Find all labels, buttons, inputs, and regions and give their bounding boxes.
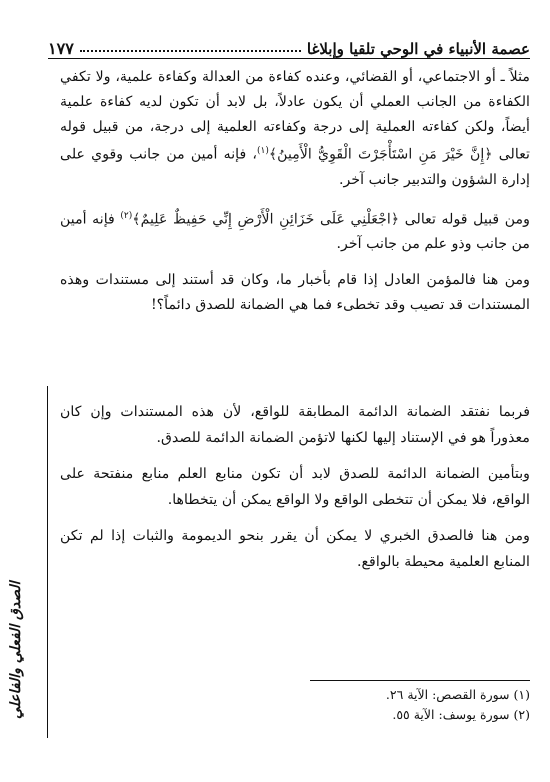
paragraph: [60, 65, 530, 193]
paragraph-text: ومن هنا فالمؤمن العادل إذا قام بأخبار ما، وكان قد أستند إلى مستندات وهذه المستندات قد تصيب وقد تخطىء فما هي الضمانة للصدق دائماً؟!: [60, 272, 530, 313]
paragraph-text: ، فإنه أمين من جانب وقوي على إدارة الشؤون والتدبير جانب آخر.: [60, 147, 530, 188]
paragraph: ومن هنا فالصدق الخبري لا يمكن أن يقرر بنحو الديمومة والثبات إذا لم تكن المنابع العلمية محيطة بالواقع.: [60, 528, 530, 570]
running-header: [48, 32, 530, 59]
paragraph-text: فإنه أمين من جانب وذو علم من جانب آخر.: [60, 211, 530, 253]
paragraph: فربما نفتقد الضمانة الدائمة المطابقة للواقع، لأن هذه المستندات وإن كان معذوراً هو في الإستناد إليها لكنها لاتؤمن الضمانة الدائمة للصدق.: [60, 404, 530, 446]
paragraph: [60, 204, 530, 257]
paragraph: [60, 268, 530, 318]
paragraph-text: مثلاً ـ أو الاجتماعي، أو القضائي، وعنده كفاءة من العدالة وكفاءة علمية، ولا تكفي الكفاءة من الجانب العملي أن يكون عادلاً، بل لابد أن تكون لديه كفاءة علمية أيضاً، ولكن كفاءته العملية إلى درجة وكفاءته العلمية إلى درجة، من قبيل قوله تعالى: [60, 69, 530, 164]
footnotes: [300, 685, 530, 725]
quran-verse: ﴿إِنَّ خَيْرَ مَنِ اسْتَأْجَرْتَ الْقَوِيُّ الْأَمِينُ﴾: [268, 147, 493, 164]
header-title: عصمة الأنبياء في الوحي تلقيا وإبلاغا: [306, 40, 530, 58]
margin-section-label: الصدق الفعلي والفاعلي: [8, 581, 24, 719]
footnote-marker: (٢): [120, 210, 133, 221]
paragraph: وبتأمين الضمانة الدائمة للصدق لابد أن تكون منابع العلم منابع منفتحة على الواقع، فلا يمكن أن تتخطى الواقع ولا الواقع يمكن أن يتخطاها.: [60, 466, 530, 508]
footnote: (٢) سورة يوسف: الآية ٥٥.: [392, 707, 530, 722]
footnote-separator: [310, 680, 530, 681]
page-number: ١٧٧: [48, 39, 74, 58]
top-text-block: [60, 65, 530, 318]
header-dot-leader: [80, 50, 301, 52]
footnote: (١) سورة القصص: الآية ٢٦.: [385, 687, 530, 702]
lower-text-block: [60, 400, 530, 575]
quran-verse: ﴿اجْعَلْنِي عَلَى خَزَائِنِ الْأَرْضِ إِنِّي حَفِيظٌ عَلِيمٌ﴾: [132, 211, 400, 228]
footnote-marker: (١): [256, 146, 269, 157]
paragraph-text: ومن قبيل قوله تعالى: [399, 211, 530, 228]
